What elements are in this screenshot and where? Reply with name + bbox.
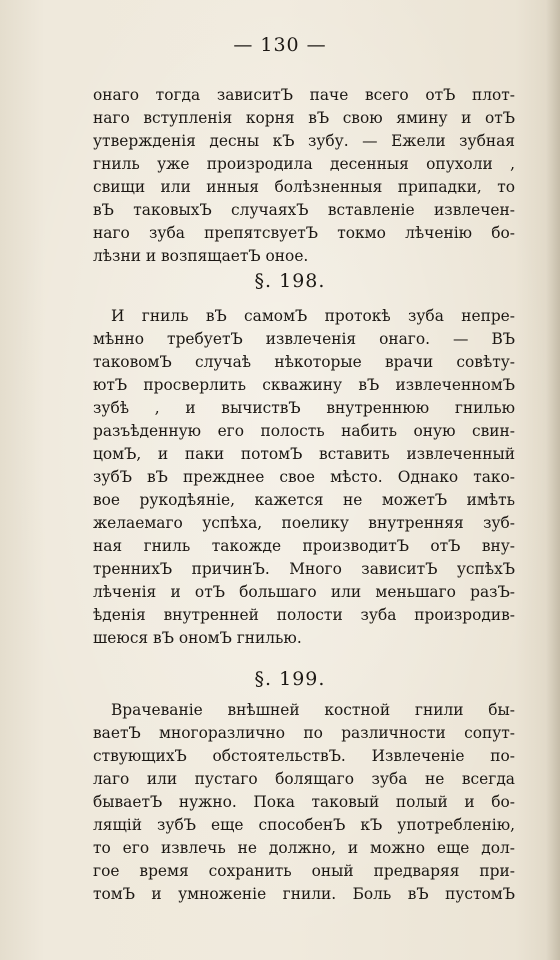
text-line: ѣденія внутренней полости зуба произродив- [93,606,515,624]
paragraph-3 [93,699,515,906]
text-line: ствующихЪ обстоятельствЪ. Извлеченіе по- [93,747,515,765]
text-line: Врачеваніе внѣшней костной гнили бы- [111,701,515,719]
text-line: свищи или инныя болѣзненныя припадки, то [93,178,515,196]
text-line: томЪ и умноженіе гнили. Боль вЪ пустомЪ [93,885,515,903]
text-line: желаемаго успѣха, поелику внутренняя зуб- [93,514,515,532]
text-line: ваетЪ многоразлично по различности сопут- [93,724,515,742]
text-line: шеюся вЪ ономЪ гнилью. [93,629,302,647]
text-line: онаго тогда зависитЪ паче всего отЪ плот- [93,86,515,104]
text-line: наго зуба препятсвуетЪ токмо лѣченію бо- [93,224,515,242]
text-line: вое рукодѣяніе, кажется не можетЪ имѣть [93,491,515,509]
text-line: зубѣ , и вычиствЪ внутреннюю гнилью [93,399,515,417]
text-line: треннихЪ причинЪ. Много зависитЪ успѣхЪ [93,560,515,578]
text-line: И гниль вЪ самомЪ протокѣ зуба непре- [111,307,515,325]
text-line: гое время сохранить оный предваряя при- [93,862,515,880]
text-line: наго вступленія корня вЪ свою ямину и отЪ [93,109,515,127]
text-line: ная гниль такожде производитЪ отЪ вну- [93,537,515,555]
text-line: вЪ таковыхЪ случаяхЪ вставленіе извлечен- [93,201,515,219]
text-line: ютЪ просверлить скважину вЪ извлеченномЪ [93,376,515,394]
text-line: гниль уже произродила десенныя опухоли , [93,155,515,173]
text-line: лѣченія и отЪ большаго или меньшаго разЪ- [93,583,515,601]
page-edge-shadow [546,0,560,960]
text-line: таковомЪ случаѣ нѣкоторые врачи совѣту- [93,353,515,371]
text-line: разъѣденную его полость набить оную свин- [93,422,515,440]
text-line: зубЪ вЪ прежднее свое мѣсто. Однако тако- [93,468,515,486]
text-line: цомЪ, и паки потомЪ вставить извлеченный [93,445,515,463]
text-line: то его извлечь не должно, и можно еще дол- [93,839,515,857]
section-heading-199: §. 199. [254,668,326,690]
section-heading-198: §. 198. [254,270,326,292]
paragraph-1 [93,84,515,268]
text-line: лаго или пустаго болящаго зуба не всегда [93,770,515,788]
text-line: мѣнно требуетЪ извлеченія онаго. — ВЪ [93,330,515,348]
page-number: — 130 — [233,34,327,56]
text-line: бываетЪ нужно. Пока таковый полый и бо- [93,793,515,811]
paragraph-2 [93,305,515,650]
text-line: лящій зубЪ еще способенЪ кЪ употребленію, [93,816,515,834]
text-line: лѣзни и возпящаетЪ оное. [93,247,309,265]
text-line: утвержденія десны кЪ зубу. — Ежели зубная [93,132,515,150]
